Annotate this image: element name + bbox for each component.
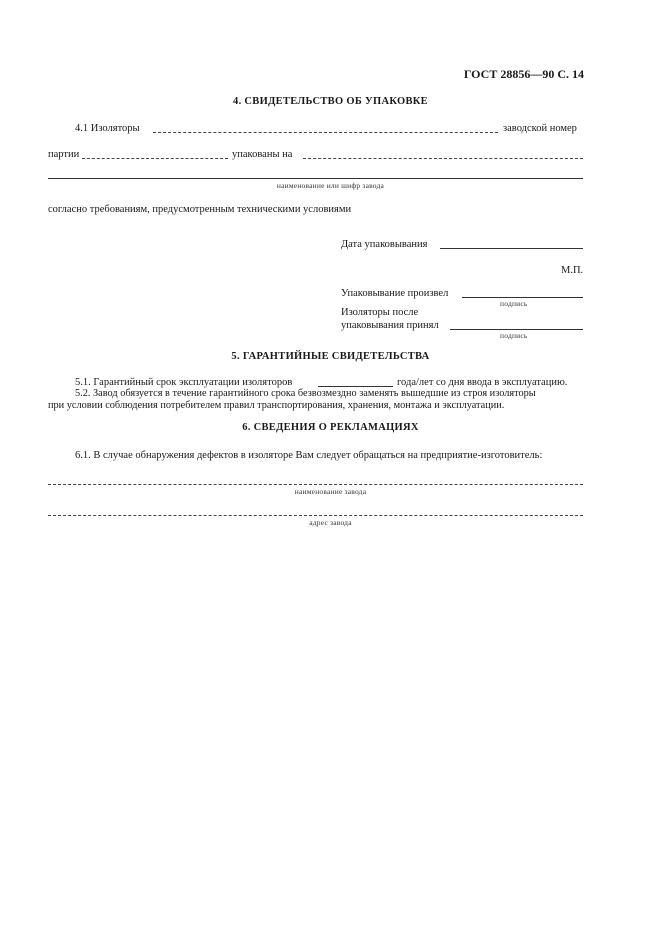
packed-by-signature-blank [462,297,583,298]
per-requirements-text: согласно требованиям, предусмотренным техническими условиями [48,204,352,215]
factory-number-label: заводской номер [503,123,577,134]
claims-factory-address-line [48,515,583,516]
packed-at-blank [303,158,583,159]
packed-by-signature-caption: подпись [500,299,528,308]
factory-name-line [48,178,583,179]
claims-factory-address-caption: адрес завода [309,518,352,527]
stamp-place: М.П. [561,265,584,276]
accepted-signature-blank [450,329,583,330]
insulators-label: 4.1 Изоляторы [75,123,140,134]
packed-by-label: Упаковывание произвел [341,288,449,299]
warranty-obligation-line1: 5.2. Завод обязуется в течение гарантийного срока безвозмездно заменять вышедшие из строя изоляторы [75,388,536,399]
warranty-period-text-start: 5.1. Гарантийный срок эксплуатации изоляторов [75,377,293,388]
claims-text: 6.1. В случае обнаружения дефектов в изоляторе Вам следует обращаться на предприятие-изготовитель: [75,450,543,461]
warranty-period-text-end: года/лет со дня ввода в эксплуатацию. [397,377,568,388]
section-6-title: 6. СВЕДЕНИЯ О РЕКЛАМАЦИЯХ [242,422,419,433]
accepted-label-line1: Изоляторы после [341,307,419,318]
pack-date-label: Дата упаковывания [341,239,428,250]
batch-label: партии [48,149,80,160]
accepted-label-line2: упаковывания принял [341,320,439,331]
section-5-title: 5. ГАРАНТИЙНЫЕ СВИДЕТЕЛЬСТВА [231,351,430,362]
document-reference: ГОСТ 28856—90 С. 14 [463,67,584,81]
accepted-signature-caption: подпись [500,331,528,340]
warranty-obligation-line2: при условии соблюдения потребителем правил транспортирования, хранения, монтажа и эксплуатации. [48,400,505,411]
pack-date-blank [440,248,583,249]
claims-factory-name-caption: наименование завода [294,487,367,496]
batch-blank [82,158,228,159]
insulators-blank [153,132,498,133]
section-4-title: 4. СВИДЕТЕЛЬСТВО ОБ УПАКОВКЕ [233,96,428,107]
factory-name-caption: наименование или шифр завода [276,181,385,190]
claims-factory-name-line [48,484,583,485]
packed-at-label: упакованы на [232,149,293,160]
